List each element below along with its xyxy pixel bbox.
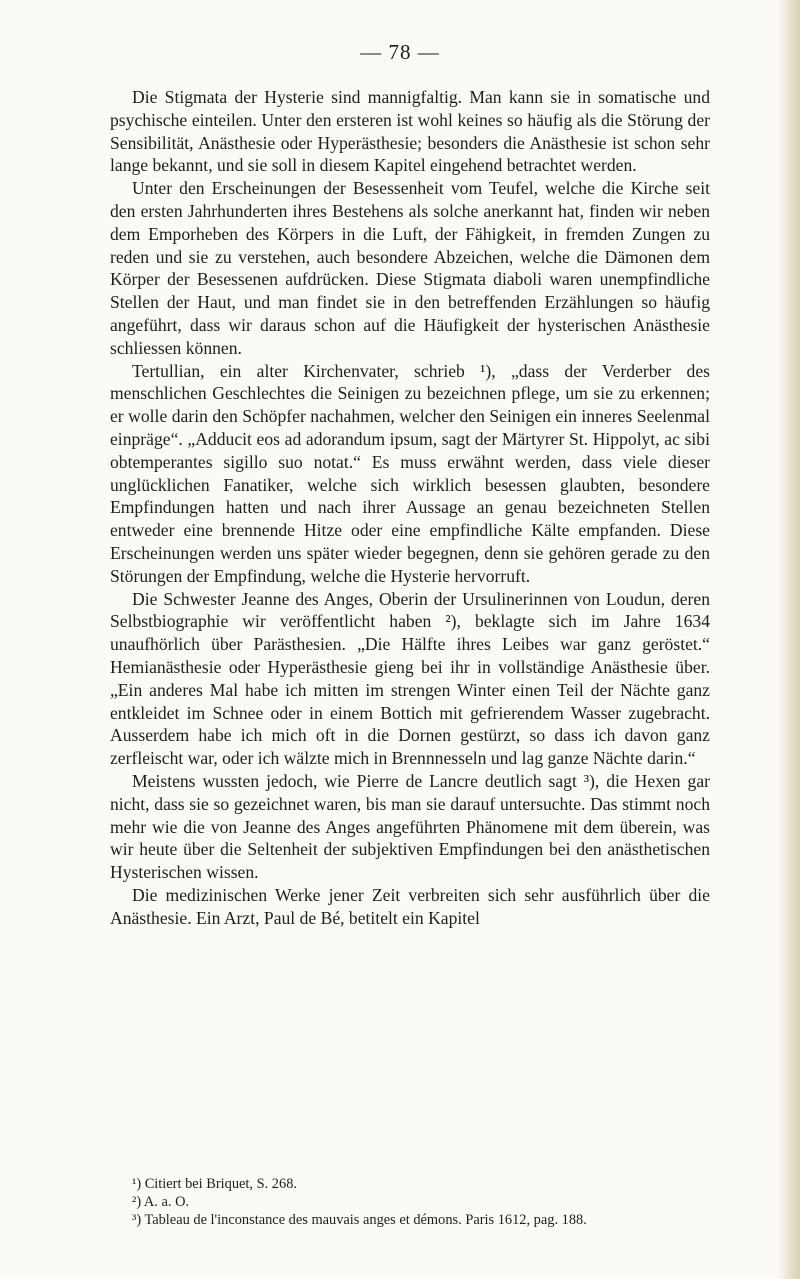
paragraph-1: Die Stigmata der Hysterie sind mannigfaltig. Man kann sie in somatische und psychische einteilen. Unter den ersteren ist wohl keines so häufig als die Störung der Sensibilität, Anästhesie oder Hyperästhesie; besonders die Anästhesie ist schon sehr lange bekannt, und sie soll in diesem Kapitel eingehend betrachtet werden.: [110, 87, 710, 176]
page-edge-shadow: [778, 0, 800, 1279]
body-text: [110, 86, 710, 929]
footnote-3: ³) Tableau de l'inconstance des mauvais anges et démons. Paris 1612, pag. 188.: [132, 1212, 587, 1228]
footnote-1: ¹) Citiert bei Briquet, S. 268.: [132, 1176, 297, 1192]
page-number: — 78 —: [360, 40, 440, 64]
footnote-2: ²) A. a. O.: [132, 1194, 190, 1210]
paragraph-3: Tertullian, ein alter Kirchenvater, schrieb ¹), „dass der Verderber des menschlichen Geschlechtes die Seinigen zu bezeichnen pflege, um sie zu erkennen; er wolle darin den Schöpfer nachahmen, welcher den Seinigen ein inneres Seelenmal einpräge“. „Adducit eos ad adorandum ipsum, sagt der Märtyrer St. Hippolyt, ac sibi obtemperantes sigillo suo notat.“ Es muss erwähnt werden, dass viele dieser unglücklichen Fanatiker, welche sich wirklich besessen glaubten, besondere Empfindungen hatten und nach ihrer Aussage an genau bezeichneten Stellen entweder eine brennende Hitze oder eine empfindliche Kälte empfanden. Diese Erscheinungen werden uns später wieder begegnen, denn sie gehören gerade zu den Störungen der Empfindung, welche die Hysterie hervorruft.: [110, 360, 710, 586]
paragraph-2: Unter den Erscheinungen der Besessenheit vom Teufel, welche die Kirche seit den ersten Jahrhunderten ihres Bestehens als solche anerkannt hat, finden wir neben dem Emporheben des Körpers in die Luft, der Fähigkeit, in fremden Zungen zu reden und sie zu verstehen, auch besondere Abzeichen, welche die Dämonen dem Körper der Besessenen aufdrücken. Diese Stigmata diaboli waren unempfindliche Stellen der Haut, und man findet sie in den betreffenden Erzählungen so häufig angeführt, dass wir daraus schon auf die Häufigkeit der hysterischen Anästhesie schliessen können.: [110, 178, 710, 358]
paragraph-4: Die Schwester Jeanne des Anges, Oberin der Ursulinerinnen von Loudun, deren Selbstbiographie wir veröffentlicht haben ²), beklagte sich im Jahre 1634 unaufhörlich über Parästhesien. „Die Hälfte ihres Leibes war ganz geröstet.“ Hemianästhesie oder Hyperästhesie gieng bei ihr in vollständige Anästhesie über. „Ein anderes Mal habe ich mitten im strengen Winter einen Teil der Nächte ganz entkleidet im Schnee oder in einem Bottich mit gefrierendem Wasser zugebracht. Ausserdem habe ich mich oft in die Dornen gestürzt, so dass ich davon ganz zerfleischt war, oder ich wälzte mich in Brennnesseln und lag ganze Nächte darin.“: [110, 588, 710, 769]
footnotes: [110, 1175, 710, 1229]
paragraph-6: Die medizinischen Werke jener Zeit verbreiten sich sehr ausführlich über die Anästhesie. Ein Arzt, Paul de Bé, betitelt ein Kapitel: [110, 884, 710, 928]
paragraph-5: Meistens wussten jedoch, wie Pierre de Lancre deutlich sagt ³), die Hexen gar nicht, dass sie so gezeichnet waren, bis man sie darauf untersuchte. Das stimmt noch mehr wie die von Jeanne des Anges angeführten Phänomene mit dem überein, was wir heute über die Seltenheit der subjektiven Empfindungen bei den anästhetischen Hysterischen wissen.: [110, 770, 710, 883]
